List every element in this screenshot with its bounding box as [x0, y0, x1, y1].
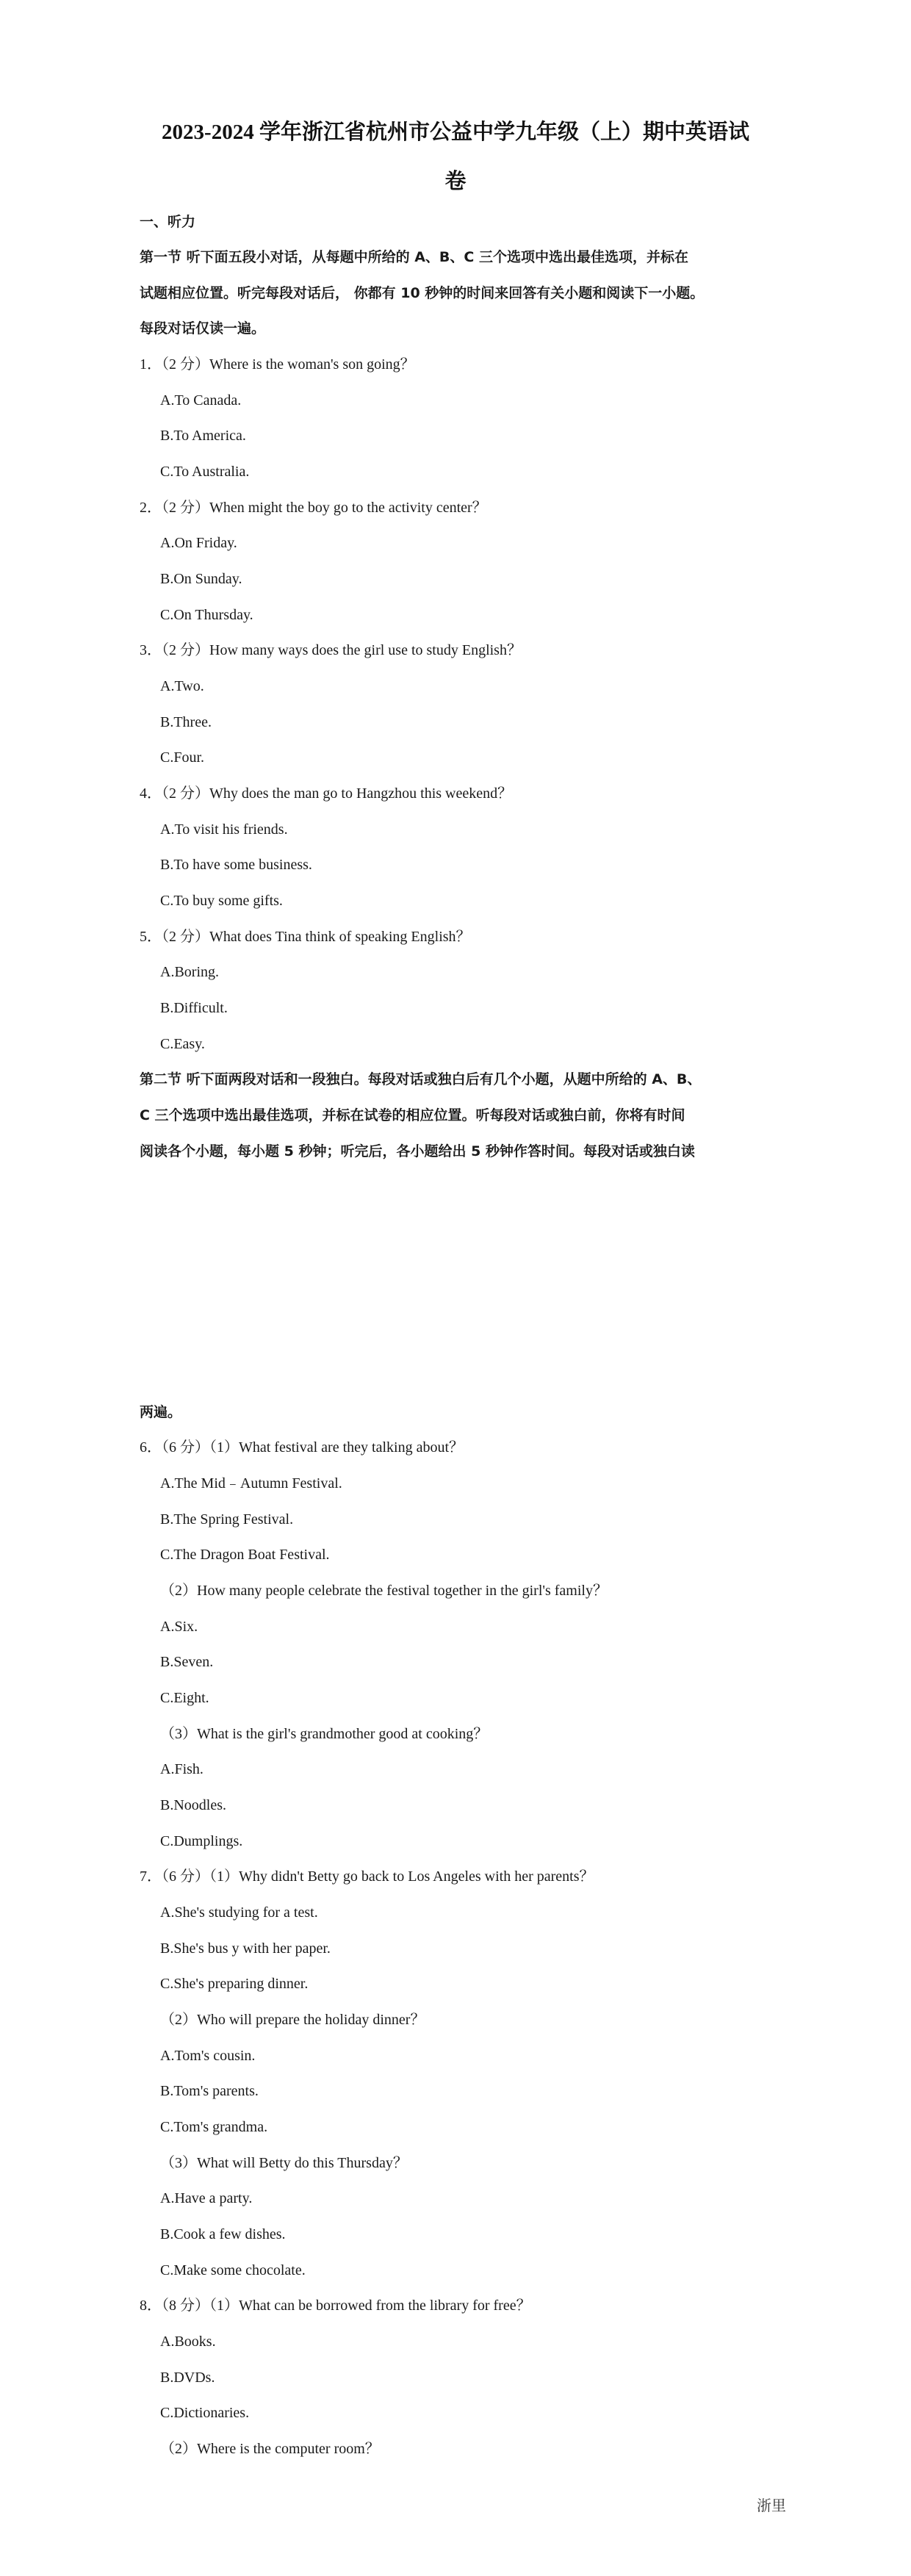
section1-instruction-line: 第一节 听下面五段小对话，从每题中所给的 A、B、C 三个选项中选出最佳选项，并标在	[140, 249, 688, 265]
answer-option: C.On Thursday.	[160, 607, 253, 623]
answer-option: A.She's studying for a test.	[160, 1904, 318, 1921]
answer-option: B.On Sunday.	[160, 571, 242, 587]
answer-option: C.Easy.	[160, 1036, 205, 1052]
answer-option: B.To America.	[160, 428, 246, 444]
answer-option: B.DVDs.	[160, 2370, 215, 2386]
sub-question: （2）How many people celebrate the festival together in the girl's family？	[160, 1583, 608, 1599]
answer-option: A.Books.	[160, 2334, 216, 2350]
answer-option: B.She's bus y with her paper.	[160, 1940, 331, 1957]
sub-question: （3）What is the girl's grandmother good at cooking？	[160, 1726, 489, 1742]
sub-question: （2）Where is the computer room？	[160, 2441, 380, 2457]
answer-option: B.Tom's parents.	[160, 2083, 259, 2099]
exam-title-line1: 2023-2024 学年浙江省杭州市公益中学九年级（上）期中英语试	[162, 120, 749, 144]
answer-option: B.Noodles.	[160, 1797, 226, 1813]
answer-option: A.Fish.	[160, 1761, 204, 1777]
answer-option: C.Dictionaries.	[160, 2405, 250, 2421]
answer-option: B.Difficult.	[160, 1000, 228, 1016]
section2-instruction-line: 第二节 听下面两段对话和一段独白。每段对话或独白后有几个小题，从题中所给的 A、B、	[140, 1071, 702, 1087]
answer-option: C.Four.	[160, 749, 205, 766]
sub-question: （3）What will Betty do this Thursday？	[160, 2155, 408, 2171]
answer-option: A.To Canada.	[160, 392, 242, 409]
exam-title-line2: 卷	[444, 170, 467, 193]
answer-option: A.Have a party.	[160, 2190, 253, 2206]
part-heading-listening: 一、听力	[140, 214, 196, 230]
question-stem: 5．（2 分）What does Tina think of speaking English？	[140, 929, 471, 945]
answer-option: A.Six.	[160, 1619, 198, 1635]
answer-option: B.To have some business.	[160, 857, 312, 873]
question-stem: 7．（6 分）（1）Why didn't Betty go back to Los Angeles with her parents？	[140, 1868, 594, 1885]
answer-option: A.The Mid﹣Autumn Festival.	[160, 1475, 342, 1492]
section2-instruction-line: 两遍。	[140, 1404, 182, 1420]
answer-option: C.She's preparing dinner.	[160, 1976, 309, 1992]
question-stem: 3．（2 分）How many ways does the girl use to study English？	[140, 642, 522, 658]
answer-option: A.Boring.	[160, 964, 219, 980]
question-stem: 2．（2 分）When might the boy go to the activity center？	[140, 500, 487, 516]
section1-instruction-line: 每段对话仅读一遍。	[140, 320, 266, 337]
question-stem: 8．（8 分）（1）What can be borrowed from the library for free？	[140, 2298, 531, 2314]
sub-question: （2）Who will prepare the holiday dinner？	[160, 2012, 425, 2028]
answer-option: B.The Spring Festival.	[160, 1511, 294, 1528]
section2-instruction-line: 阅读各个小题，每小题 5 秒钟；听完后，各小题给出 5 秒钟作答时间。每段对话或独白读	[140, 1143, 695, 1159]
answer-option: B.Cook a few dishes.	[160, 2226, 286, 2242]
answer-option: A.On Friday.	[160, 535, 237, 551]
answer-option: A.Two.	[160, 678, 204, 694]
question-stem: 1．（2 分）Where is the woman's son going？	[140, 356, 415, 373]
answer-option: B.Seven.	[160, 1654, 214, 1670]
section2-instruction-line: C 三个选项中选出最佳选项，并标在试卷的相应位置。听每段对话或独白前，你将有时间	[140, 1107, 685, 1123]
answer-option: B.Three.	[160, 714, 212, 730]
answer-option: A.To visit his friends.	[160, 821, 288, 838]
answer-option: A.Tom's cousin.	[160, 2048, 256, 2064]
answer-option: C.Tom's grandma.	[160, 2119, 268, 2135]
answer-option: C.The Dragon Boat Festival.	[160, 1547, 330, 1563]
answer-option: C.To Australia.	[160, 464, 250, 480]
answer-option: C.Eight.	[160, 1690, 209, 1706]
question-stem: 6．（6 分）（1）What festival are they talking about？	[140, 1439, 464, 1456]
page-footer-mark: 浙里	[757, 2497, 786, 2514]
question-stem: 4．（2 分）Why does the man go to Hangzhou this weekend？	[140, 785, 513, 802]
answer-option: C.Dumplings.	[160, 1833, 243, 1849]
section1-instruction-line: 试题相应位置。听完每段对话后， 你都有 10 秒钟的时间来回答有关小题和阅读下一小题。	[140, 285, 705, 301]
answer-option: C.Make some chocolate.	[160, 2262, 306, 2278]
answer-option: C.To buy some gifts.	[160, 893, 283, 909]
